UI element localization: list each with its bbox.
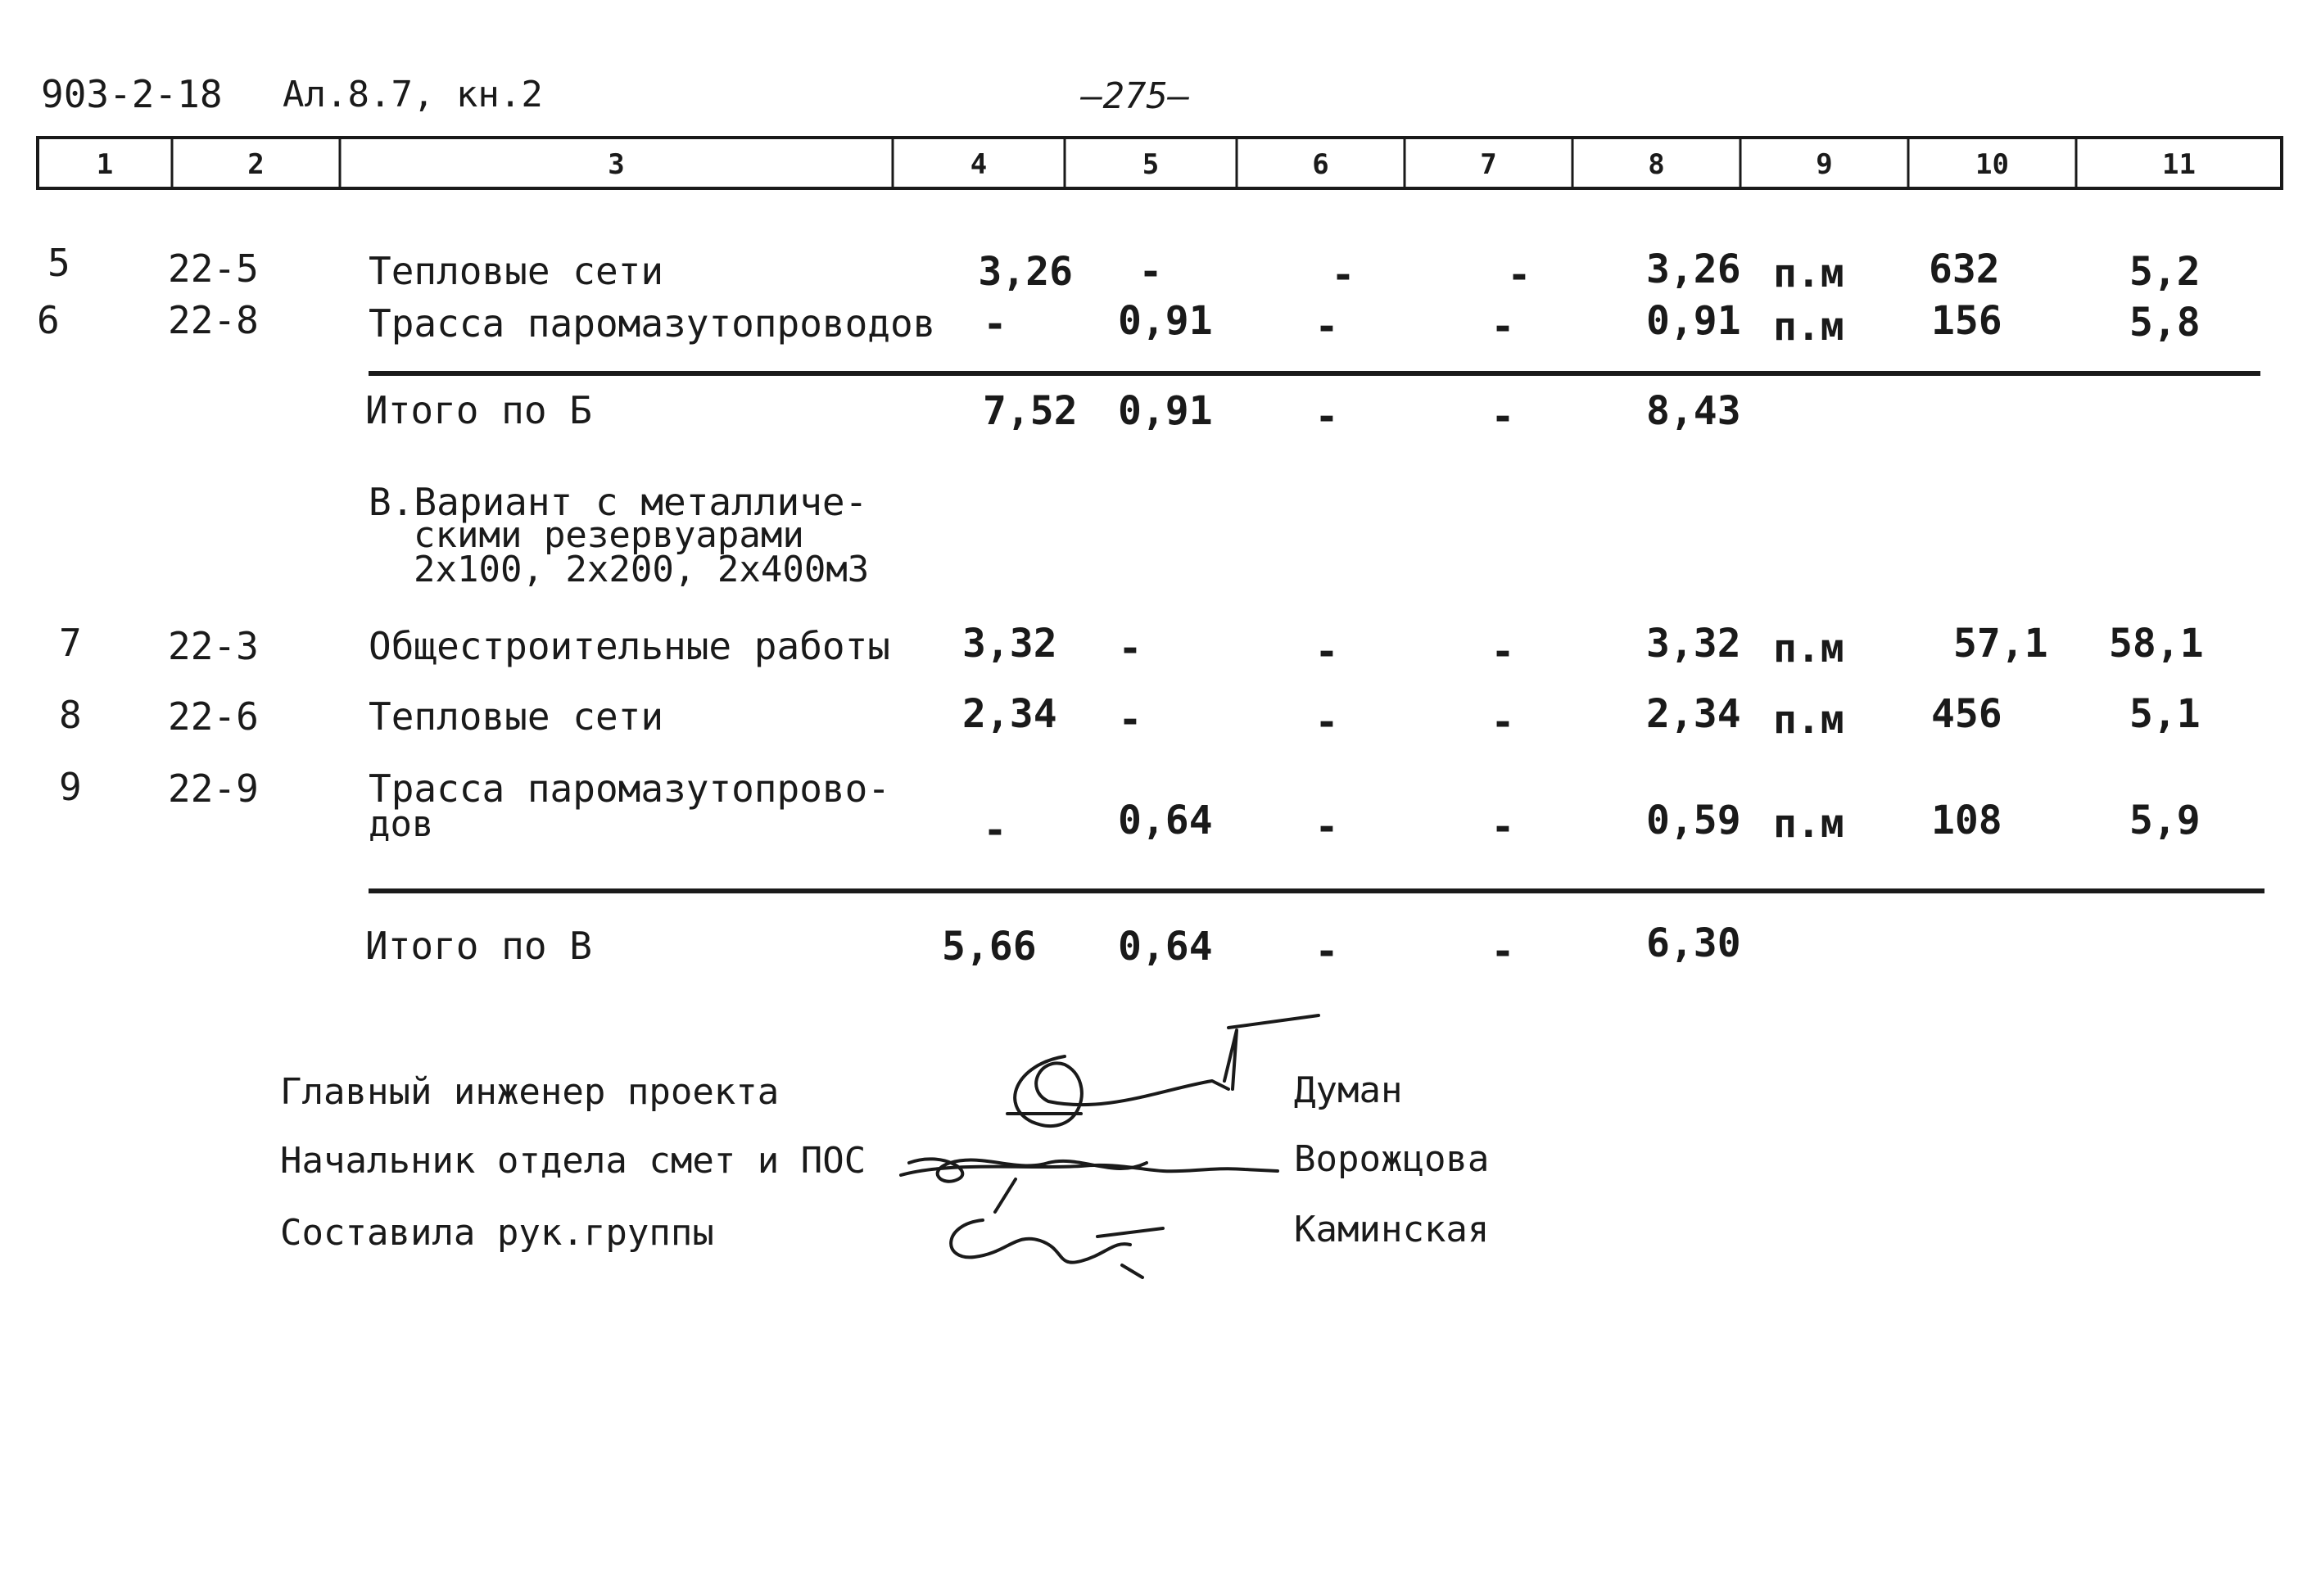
page-number: —275— [1081, 75, 1190, 117]
row-col7: - [1491, 304, 1515, 350]
row-col11: 5,2 [2129, 249, 2201, 295]
row-col8: 3,26 [1646, 246, 1741, 292]
row-col5: - [1138, 249, 1163, 295]
section-heading-line: скими резервуарами [414, 514, 804, 556]
row-col11: 5,8 [2129, 300, 2201, 346]
row-col7: - [1491, 699, 1515, 745]
total-col7: - [1491, 394, 1515, 440]
row-col4: 3,26 [978, 249, 1073, 295]
row-name: дов [369, 803, 434, 845]
row-code: 22-8 [168, 298, 259, 342]
col-header-7: 7 [1480, 148, 1497, 181]
row-col5: 0,64 [1118, 798, 1213, 843]
row-col10: 156 [1931, 298, 2002, 344]
row-col6: - [1314, 304, 1339, 350]
row-col11: 58,1 [2109, 621, 2204, 667]
col-header-1: 1 [96, 148, 114, 181]
row-name: Тепловые сети [369, 694, 664, 739]
row-name: Тепловые сети [369, 249, 664, 293]
row-col8: 2,34 [1646, 691, 1741, 737]
total-col6: - [1314, 929, 1339, 974]
total-label: Итого по В [365, 924, 592, 968]
row-col8: 0,59 [1646, 798, 1741, 843]
col-header-2: 2 [247, 148, 265, 181]
row-unit: п.м [1773, 304, 1844, 350]
row-code: 22-3 [168, 624, 259, 668]
row-col4: 2,34 [962, 691, 1057, 737]
row-col4: - [983, 301, 1007, 347]
row-col7: - [1507, 252, 1531, 298]
row-col11: 5,1 [2129, 691, 2201, 737]
row-col6: - [1314, 629, 1339, 675]
row-col4: - [983, 807, 1007, 853]
row-unit: п.м [1773, 697, 1844, 743]
section-heading-line: 2х100, 2х200, 2х400м3 [414, 549, 870, 590]
signature-role: Главный инженер проекта [280, 1071, 780, 1113]
row-col7: - [1491, 629, 1515, 675]
total-col8: 6,30 [1646, 920, 1741, 966]
row-unit: п.м [1773, 626, 1844, 671]
total-label: Итого по Б [365, 388, 592, 432]
total-col8: 8,43 [1646, 388, 1741, 434]
row-col8: 0,91 [1646, 298, 1741, 344]
row-col10: 108 [1931, 798, 2002, 843]
col-header-3: 3 [608, 148, 625, 181]
row-col6: - [1331, 252, 1355, 298]
row-col7: - [1491, 804, 1515, 850]
row-col4: 3,32 [962, 621, 1057, 667]
section-heading-line: В.Вариант с металличе- [369, 480, 868, 524]
row-col10: 456 [1931, 691, 2002, 737]
col-header-5: 5 [1142, 148, 1160, 181]
row-col5: 0,91 [1118, 298, 1213, 344]
row-col10: 632 [1929, 246, 2000, 292]
signature-role: Составила рук.группы [280, 1212, 714, 1254]
row-number: 7 [59, 621, 82, 665]
col-header-8: 8 [1648, 148, 1665, 181]
total-col7: - [1491, 929, 1515, 974]
row-col11: 5,9 [2129, 798, 2201, 843]
total-col5: 0,91 [1118, 388, 1213, 434]
total-col5: 0,64 [1118, 924, 1213, 970]
row-col6: - [1314, 699, 1339, 745]
signature-name: Ворожцова [1294, 1138, 1490, 1180]
album-ref: Ал.8.7, кн.2 [283, 74, 543, 115]
row-number: 8 [59, 693, 82, 737]
row-number: 9 [59, 765, 82, 809]
row-col5: - [1118, 626, 1142, 671]
row-name: Трасса паромазутопроводов [369, 301, 936, 346]
row-col5: - [1118, 697, 1142, 743]
signature-name: Думан [1294, 1069, 1403, 1111]
signature-role: Начальник отдела смет и ПОС [280, 1140, 866, 1182]
row-code: 22-5 [168, 246, 259, 291]
row-name: Трасса паромазутопрово- [369, 766, 890, 811]
total-col4: 5,66 [942, 924, 1037, 970]
row-unit: п.м [1773, 801, 1844, 847]
row-number: 5 [48, 241, 70, 285]
col-header-9: 9 [1816, 148, 1833, 181]
row-code: 22-9 [168, 766, 259, 811]
doc-code: 903-2-18 [41, 72, 223, 116]
signature-name: Каминская [1294, 1209, 1490, 1250]
row-col10: 57,1 [1953, 621, 2048, 667]
row-code: 22-6 [168, 694, 259, 739]
row-number: 6 [37, 298, 60, 342]
col-header-4: 4 [970, 148, 988, 181]
total-col4: 7,52 [983, 388, 1078, 434]
col-header-6: 6 [1312, 148, 1329, 181]
total-col6: - [1314, 394, 1339, 440]
col-header-10: 10 [1975, 148, 2009, 181]
row-col6: - [1314, 804, 1339, 850]
col-header-11: 11 [2162, 148, 2196, 181]
row-col8: 3,32 [1646, 621, 1741, 667]
row-unit: п.м [1773, 251, 1844, 296]
row-name: Общестроительные работы [369, 624, 890, 668]
